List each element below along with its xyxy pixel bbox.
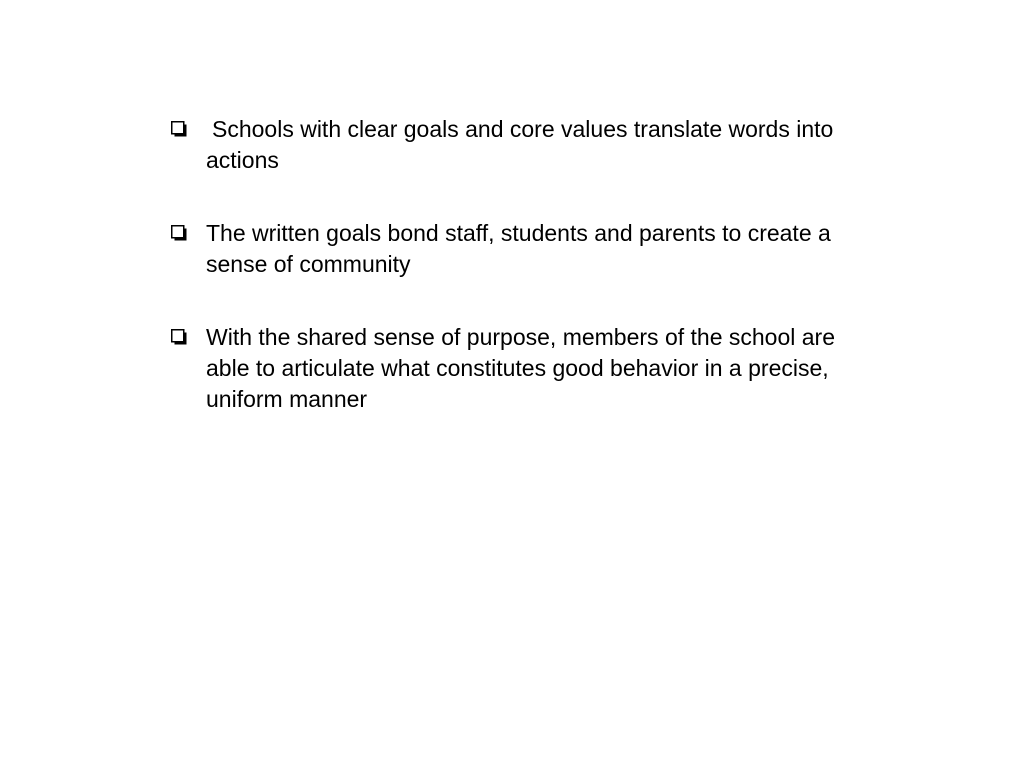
bullet-item	[168, 322, 868, 415]
bullet-text: With the shared sense of purpose, members of the school are able to articulate what constitutes good behavior in a precise, uniform manner	[206, 324, 835, 412]
bullet-item	[168, 114, 868, 176]
bullet-list	[168, 114, 868, 457]
bullet-text: Schools with clear goals and core values translate words into actions	[206, 116, 834, 173]
hollow-square-bullet-icon	[171, 225, 188, 242]
bullet-item	[168, 218, 868, 280]
bullet-text: The written goals bond staff, students and parents to create a sense of community	[206, 220, 831, 277]
hollow-square-bullet-icon	[171, 121, 188, 138]
hollow-square-bullet-icon	[171, 329, 188, 346]
